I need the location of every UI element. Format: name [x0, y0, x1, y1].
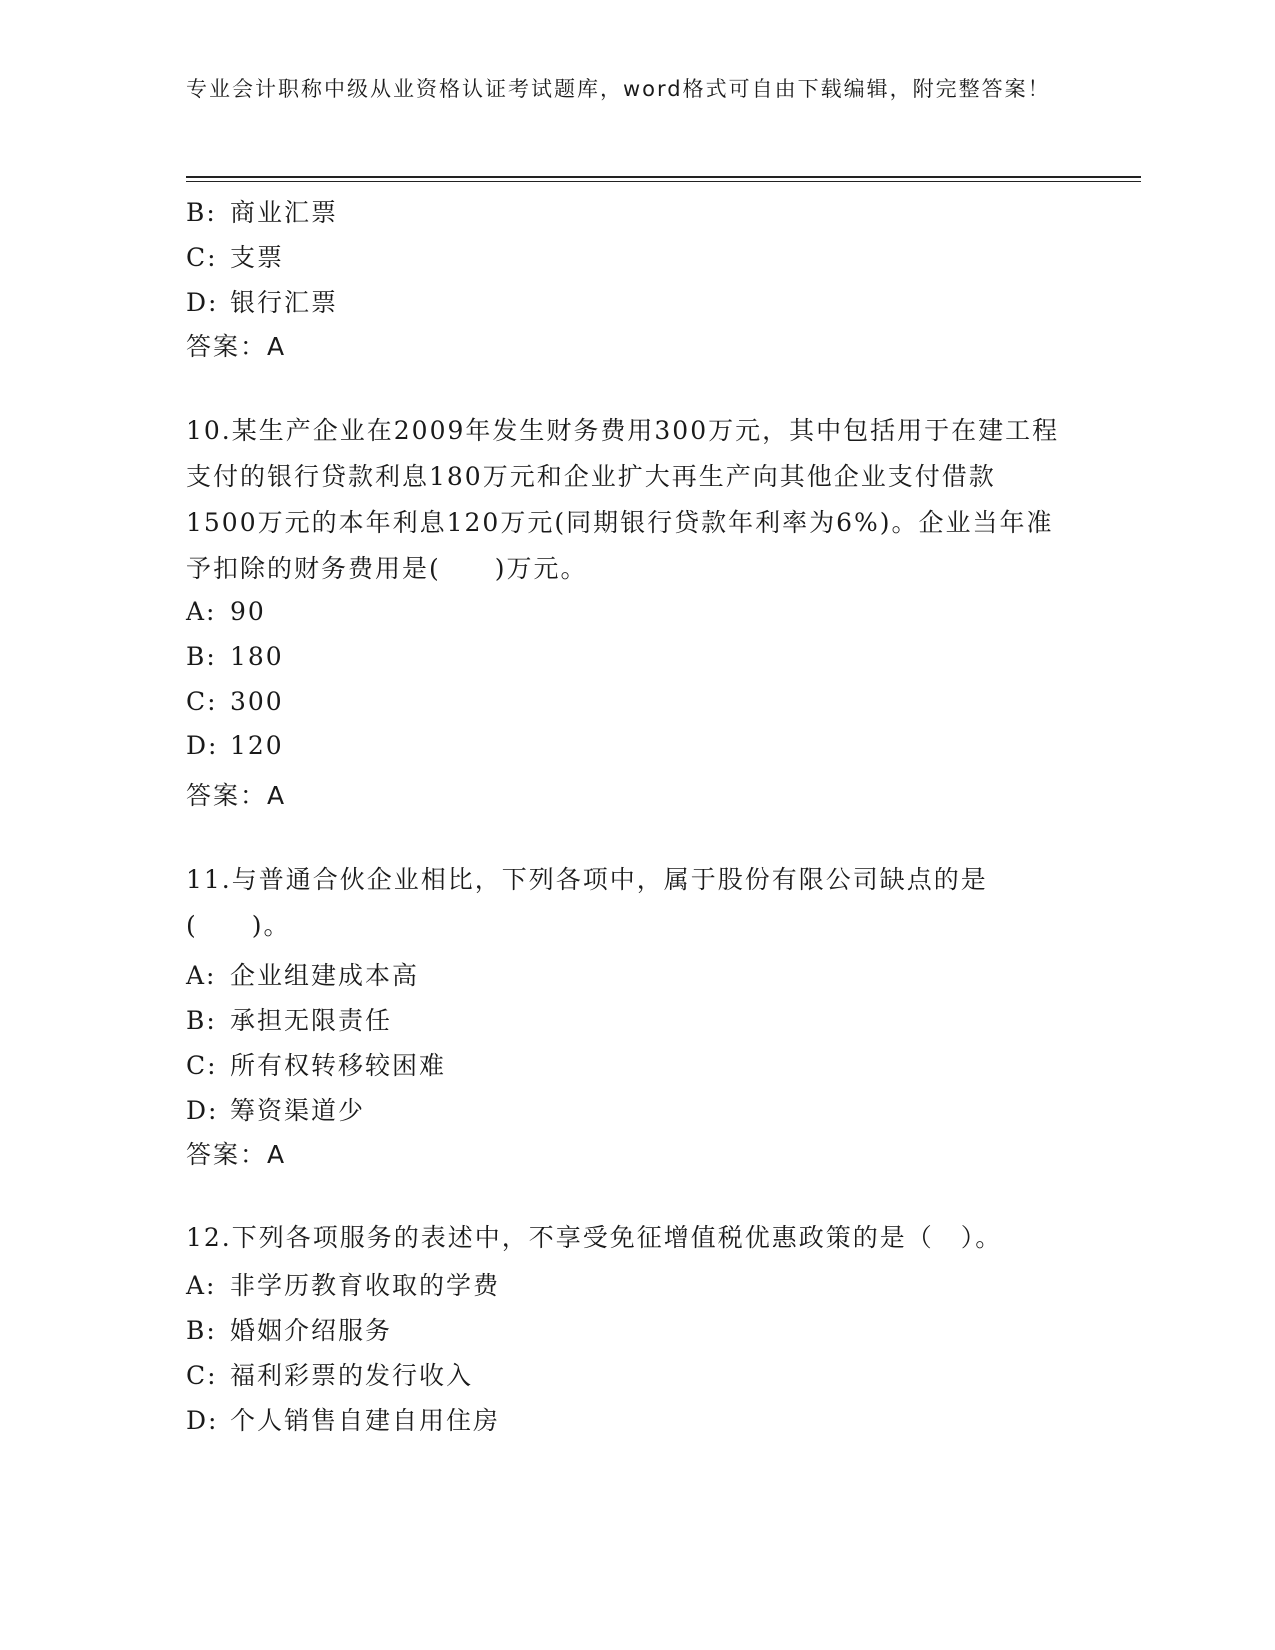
option-d: D: 个人销售自建自用住房 [186, 1406, 501, 1435]
question-12: 12.下列各项服务的表述中，不享受免征增值税优惠政策的是（ ）。 [186, 1223, 1003, 1252]
option-c: C: 福利彩票的发行收入 [186, 1361, 474, 1390]
option-c: C: 300 [186, 687, 284, 716]
option-b: B: 180 [186, 642, 284, 671]
header-rule-thick [186, 176, 1141, 178]
option-b: B: 商业汇票 [186, 198, 339, 227]
option-d: D: 银行汇票 [186, 288, 339, 317]
answer: 答案：A [186, 781, 287, 810]
option-d: D: 筹资渠道少 [186, 1096, 366, 1125]
option-a: A: 企业组建成本高 [186, 961, 420, 990]
option-c: C: 支票 [186, 243, 285, 272]
option-b: B: 婚姻介绍服务 [186, 1316, 393, 1345]
answer: 答案：A [186, 332, 287, 361]
option-a: A: 90 [186, 597, 266, 626]
option-d: D: 120 [186, 731, 284, 760]
answer: 答案：A [186, 1140, 287, 1169]
header-rule-thin [186, 181, 1141, 182]
question-11: 11.与普通合伙企业相比，下列各项中，属于股份有限公司缺点的是( )。 [186, 865, 988, 940]
option-c: C: 所有权转移较困难 [186, 1051, 447, 1080]
option-a: A: 非学历教育收取的学费 [186, 1271, 501, 1300]
page-header: 专业会计职称中级从业资格认证考试题库，word格式可自由下载编辑，附完整答案！ [186, 77, 1051, 101]
question-10: 10.某生产企业在2009年发生财务费用300万元，其中包括用于在建工程支付的银行贷款利息180万元和企业扩大再生产向其他企业支付借款1500万元的本年利息120万元(同期银行贷款年利率为6%)。企业当年准予扣除的财务费用是( )万元。 [186, 416, 1060, 583]
option-b: B: 承担无限责任 [186, 1006, 393, 1035]
